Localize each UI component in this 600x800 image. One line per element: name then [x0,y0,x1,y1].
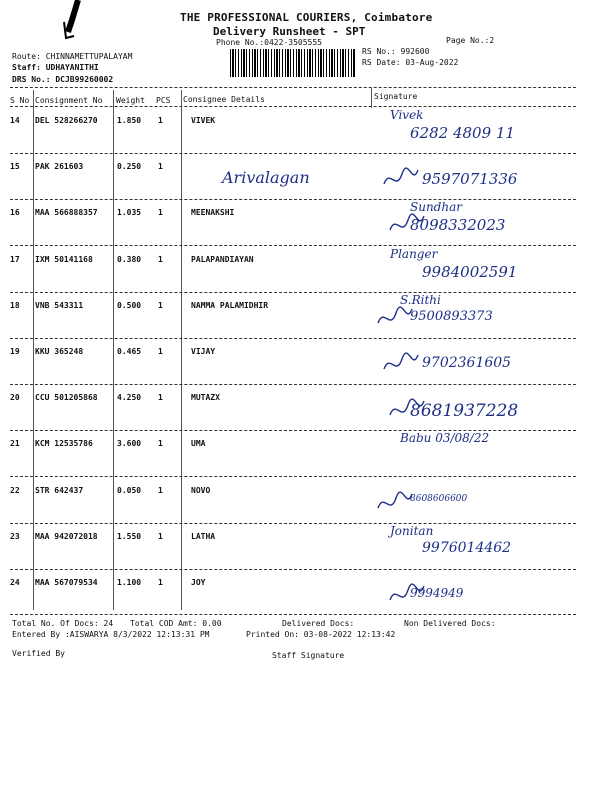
row-sno: 17 [10,255,20,264]
row-handwritten-phone: 8608606600 [410,494,468,504]
row-consignee: VIJAY [191,347,216,356]
row-sno: 22 [10,486,20,495]
page-number: Page No.:2 [446,36,495,45]
header-bottom-rule [10,106,576,107]
row-handwritten-phone: 9597071336 [422,170,518,188]
document-subtitle: Delivery Runsheet - SPT [213,25,366,38]
row-handwritten-phone: 8681937228 [410,401,519,421]
row-pcs: 1 [158,439,163,448]
row-consignee: VIVEK [191,116,216,125]
row-handwritten-note: Planger [390,247,438,261]
total-docs: Total No. Of Docs: 24 [12,619,114,628]
row-consignment: KKU 365248 [35,347,84,356]
row-pcs: 1 [158,578,163,587]
row-handwritten-note: Jonitan [390,524,434,538]
signature-scribble [376,488,416,518]
row-pcs: 1 [158,347,163,356]
row-consignee: UMA [191,439,206,448]
col-rule [113,90,114,610]
row-consignee: PALAPANDIAYAN [191,255,254,264]
row-handwritten-note: Sundhar [410,200,462,214]
row-consignee: NAMMA PALAMIDHIR [191,301,269,310]
row-handwritten-phone: 6282 4809 11 [410,124,515,142]
row-pcs: 1 [158,532,163,541]
rs-date: RS Date: 03-Aug-2022 [362,58,459,67]
signature-scribble [388,395,428,425]
row-sno: 24 [10,578,20,587]
row-handwritten-phone: 9976014462 [422,540,512,556]
verified-by: Verified By [12,649,65,658]
document-title: THE PROFESSIONAL COURIERS, Coimbatore [180,11,433,24]
phone-number: Phone No.:0422-3505555 [216,38,322,47]
row-pcs: 1 [158,301,163,310]
row-consignment: VNB 543311 [35,301,84,310]
printed-on: Printed On: 03-08-2022 12:13:42 [246,630,396,639]
row-separator [10,569,576,570]
row-consignee: LATHA [191,532,216,541]
row-separator [10,384,576,385]
row-sno: 20 [10,393,20,402]
row-pcs: 1 [158,208,163,217]
row-separator [10,153,576,154]
col-consignee: Consignee Details [183,95,265,104]
row-handwritten-phone: 9984002591 [422,263,518,281]
row-consignment: KCM 12535786 [35,439,93,448]
pen-mark [58,0,88,40]
row-sno: 18 [10,301,20,310]
footer-rule [10,614,576,615]
col-rule [33,90,34,610]
row-separator [10,430,576,431]
total-cod: Total COD Amt: 0.00 [130,619,222,628]
row-weight: 1.850 [117,116,142,125]
row-consignment: STR 642437 [35,486,84,495]
signature-scribble [382,164,422,194]
row-consignment: MAA 942072018 [35,532,98,541]
col-consignment: Consignment No [35,96,103,105]
row-sno: 23 [10,532,20,541]
col-sno: S No [10,96,30,105]
row-sno: 21 [10,439,20,448]
row-handwritten-note: S.Rithi [400,293,441,307]
row-consignment: PAK 261603 [35,162,84,171]
signature-scribble [388,580,428,610]
row-weight: 1.100 [117,578,142,587]
header-top-rule [10,87,576,88]
row-weight: 4.250 [117,393,142,402]
row-handwritten-name: Arivalagan [222,168,310,187]
row-consignment: MAA 566888357 [35,208,98,217]
row-weight: 0.250 [117,162,142,171]
row-weight: 1.035 [117,208,142,217]
route: Route: CHINNAMETTUPALAYAM [12,52,133,61]
entered-by: Entered By :AISWARYA 8/3/2022 12:13:31 PM [12,630,210,639]
row-consignment: MAA 567079534 [35,578,98,587]
row-consignee: MEENAKSHI [191,208,235,217]
col-pcs: PCS [156,96,171,105]
row-pcs: 1 [158,116,163,125]
signature-scribble [388,210,428,240]
staff: Staff: UDHAYANITHI [12,63,99,72]
row-handwritten-phone: 9994949 [410,586,464,600]
row-separator [10,292,576,293]
row-consignee: NOVO [191,486,211,495]
col-rule [181,90,182,610]
row-weight: 0.380 [117,255,142,264]
row-consignment: DEL 528266270 [35,116,98,125]
row-separator [10,523,576,524]
row-separator [10,476,576,477]
row-sno: 15 [10,162,20,171]
row-consignment: CCU 501205868 [35,393,98,402]
col-rule [371,88,372,108]
non-delivered-docs: Non Delivered Docs: [404,619,496,628]
row-weight: 1.550 [117,532,142,541]
signature-scribble [376,303,416,333]
row-separator [10,199,576,200]
row-sno: 14 [10,116,20,125]
col-signature: Signature [374,92,418,101]
barcode [230,49,356,77]
col-weight: Weight [116,96,145,105]
row-consignee: JOY [191,578,206,587]
row-pcs: 1 [158,486,163,495]
row-consignment: IXM 50141168 [35,255,93,264]
signature-scribble [382,349,422,379]
row-handwritten-note: Babu 03/08/22 [400,431,490,445]
row-consignee: MUTAZX [191,393,220,402]
row-handwritten-phone: 8098332023 [410,216,506,234]
row-pcs: 1 [158,393,163,402]
row-handwritten-phone: 9500893373 [410,309,493,324]
drs-number: DRS No.: DCJB99260002 [12,75,114,84]
rs-number: RS No.: 992600 [362,47,430,56]
row-separator [10,245,576,246]
row-weight: 3.600 [117,439,142,448]
row-pcs: 1 [158,162,163,171]
row-handwritten-note: Vivek [390,108,424,122]
row-weight: 0.500 [117,301,142,310]
row-handwritten-phone: 9702361605 [422,355,512,371]
row-weight: 0.050 [117,486,142,495]
row-sno: 16 [10,208,20,217]
row-sno: 19 [10,347,20,356]
row-pcs: 1 [158,255,163,264]
row-separator [10,338,576,339]
row-weight: 0.465 [117,347,142,356]
staff-signature: Staff Signature [272,651,345,660]
delivered-docs: Delivered Docs: [282,619,355,628]
